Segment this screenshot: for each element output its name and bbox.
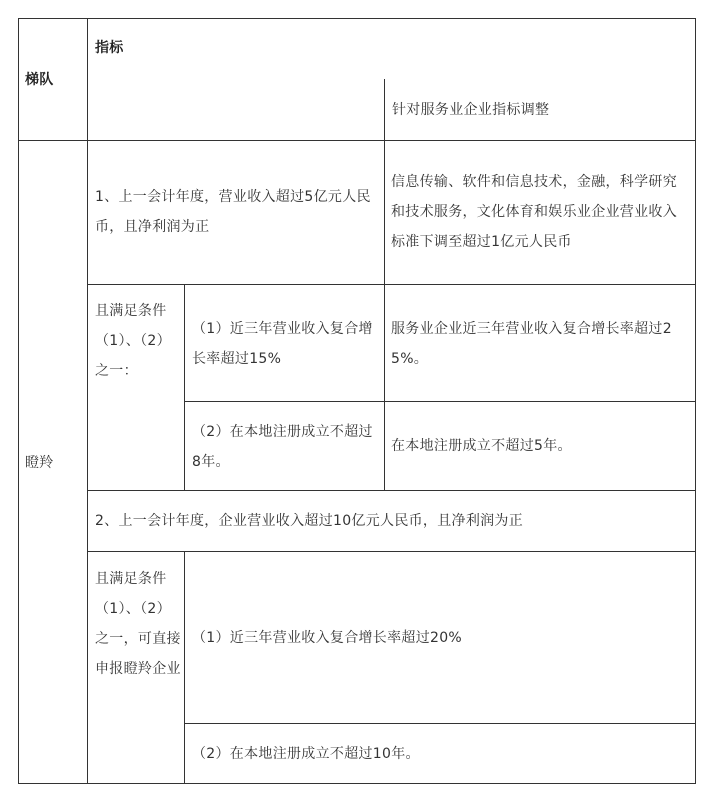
condition1-sub1: （1）近三年营业收入复合增长率超过15% — [192, 321, 373, 367]
tier-header: 梯队 — [25, 72, 54, 88]
table-border-bottom — [18, 783, 696, 784]
table-border-top — [18, 18, 696, 19]
divider-sub-rows-2 — [184, 723, 696, 724]
condition1-text: 1、上一会计年度，营业收入超过5亿元人民币，且净利润为正 — [95, 189, 371, 235]
condition1-sub2-service: 在本地注册成立不超过5年。 — [391, 438, 572, 454]
divider-sub-rows-1 — [184, 401, 696, 402]
table-border-left — [18, 18, 19, 784]
divider-header — [18, 140, 696, 141]
tier-name: 瞪羚 — [25, 455, 54, 471]
divider-service-column-top — [384, 79, 385, 491]
service-adjust-header: 针对服务业企业指标调整 — [392, 102, 550, 118]
divider-row2 — [87, 490, 696, 491]
divider-tier-column — [87, 18, 88, 784]
indicator-header: 指标 — [95, 40, 124, 56]
condition2-sub2: （2）在本地注册成立不超过10年。 — [192, 746, 420, 762]
condition1-sub1-service: 服务业企业近三年营业收入复合增长率超过25%。 — [391, 321, 672, 367]
condition1-service-adjust: 信息传输、软件和信息技术，金融，科学研究和技术服务，文化体育和娱乐业企业营业收入标准下调至超过1亿元人民币 — [391, 174, 677, 250]
condition2-also-meet: 且满足条件（1）、（2）之一，可直接申报瞪羚企业 — [95, 571, 181, 677]
condition2-text: 2、上一会计年度，企业营业收入超过10亿元人民币，且净利润为正 — [95, 513, 524, 529]
condition1-sub2: （2）在本地注册成立不超过8年。 — [192, 424, 373, 470]
condition2-sub1: （1）近三年营业收入复合增长率超过20% — [192, 630, 463, 646]
divider-row3 — [87, 551, 696, 552]
condition1-also-meet: 且满足条件（1）、（2）之一： — [95, 303, 171, 379]
divider-row1 — [87, 284, 696, 285]
